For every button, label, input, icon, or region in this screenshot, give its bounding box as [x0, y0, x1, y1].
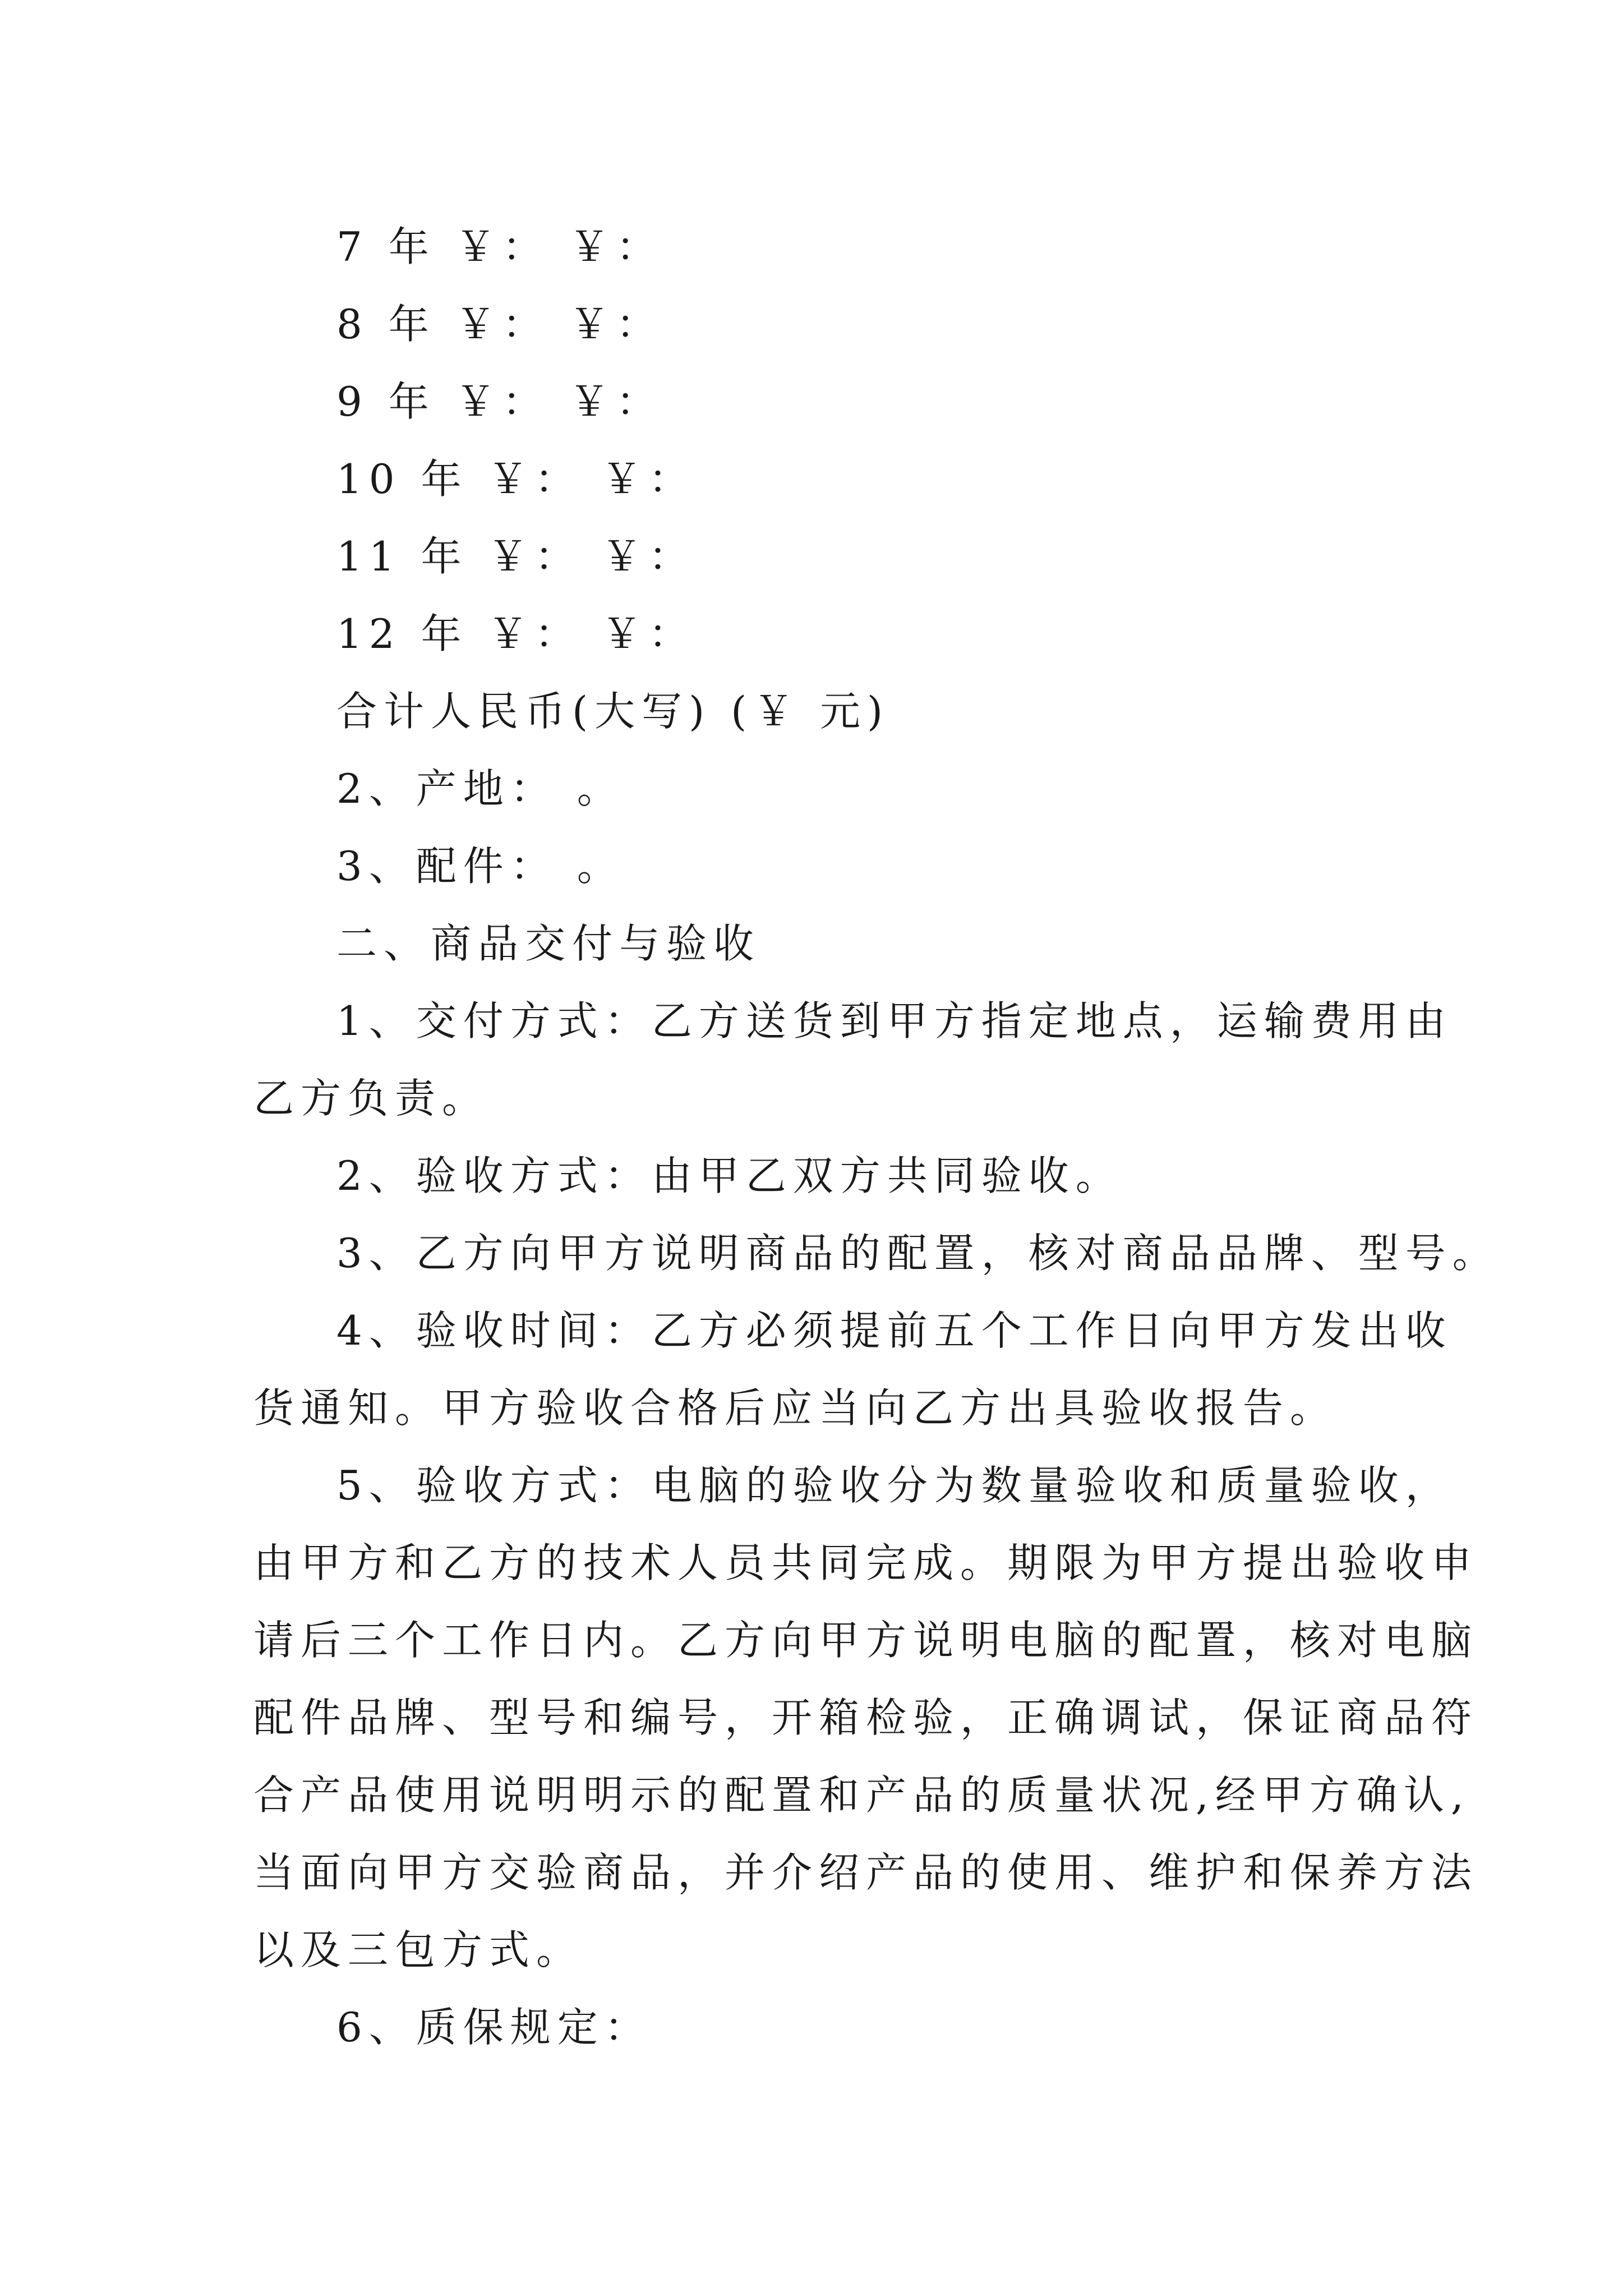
clause-1-line-1: 1、交付方式：乙方送货到甲方指定地点，运输费用由: [336, 997, 1453, 1045]
clause-5-line-6: 当面向甲方交验商品，并介绍产品的使用、维护和保养方法: [253, 1849, 1479, 1896]
clause-5-line-5: 合产品使用说明明示的配置和产品的质量状况,经甲方确认,: [253, 1772, 1470, 1819]
clause-5-line-1: 5、验收方式：电脑的验收分为数量验收和质量验收，: [336, 1462, 1453, 1509]
clause-1-line-2: 乙方负责。: [253, 1075, 490, 1122]
section-heading-delivery: 二、商品交付与验收: [336, 920, 761, 967]
price-line-year-10: 10 年 ￥： ￥：: [336, 455, 696, 503]
clause-5-line-7: 以及三包方式。: [253, 1926, 584, 1973]
clause-2: 2、验收方式：由甲乙双方共同验收。: [336, 1152, 1123, 1199]
price-line-year-12: 12 年 ￥： ￥：: [336, 610, 696, 657]
clause-3: 3、乙方向甲方说明商品的配置，核对商品品牌、型号。: [336, 1230, 1500, 1277]
price-line-year-8: 8 年 ￥： ￥：: [336, 301, 663, 348]
clause-4-line-1: 4、验收时间：乙方必须提前五个工作日向甲方发出收: [336, 1307, 1453, 1354]
price-line-year-11: 11 年 ￥： ￥：: [336, 533, 696, 580]
price-line-year-9: 9 年 ￥： ￥：: [336, 378, 663, 425]
clause-4-line-2: 货通知。甲方验收合格后应当向乙方出具验收报告。: [253, 1384, 1338, 1432]
clause-5-line-3: 请后三个工作日内。乙方向甲方说明电脑的配置，核对电脑: [253, 1617, 1479, 1664]
clause-5-line-2: 由甲方和乙方的技术人员共同完成。期限为甲方提出验收申: [253, 1539, 1479, 1586]
clause-6-heading: 6、质保规定：: [336, 2004, 652, 2051]
price-line-year-7: 7 年 ￥： ￥：: [336, 223, 663, 270]
clause-5-line-4: 配件品牌、型号和编号，开箱检验，正确调试，保证商品符: [253, 1694, 1479, 1741]
total-amount-line: 合计人民币(大写) (￥ 元): [336, 688, 890, 735]
origin-line: 2、产地： 。: [336, 765, 624, 812]
accessories-line: 3、配件： 。: [336, 843, 624, 890]
